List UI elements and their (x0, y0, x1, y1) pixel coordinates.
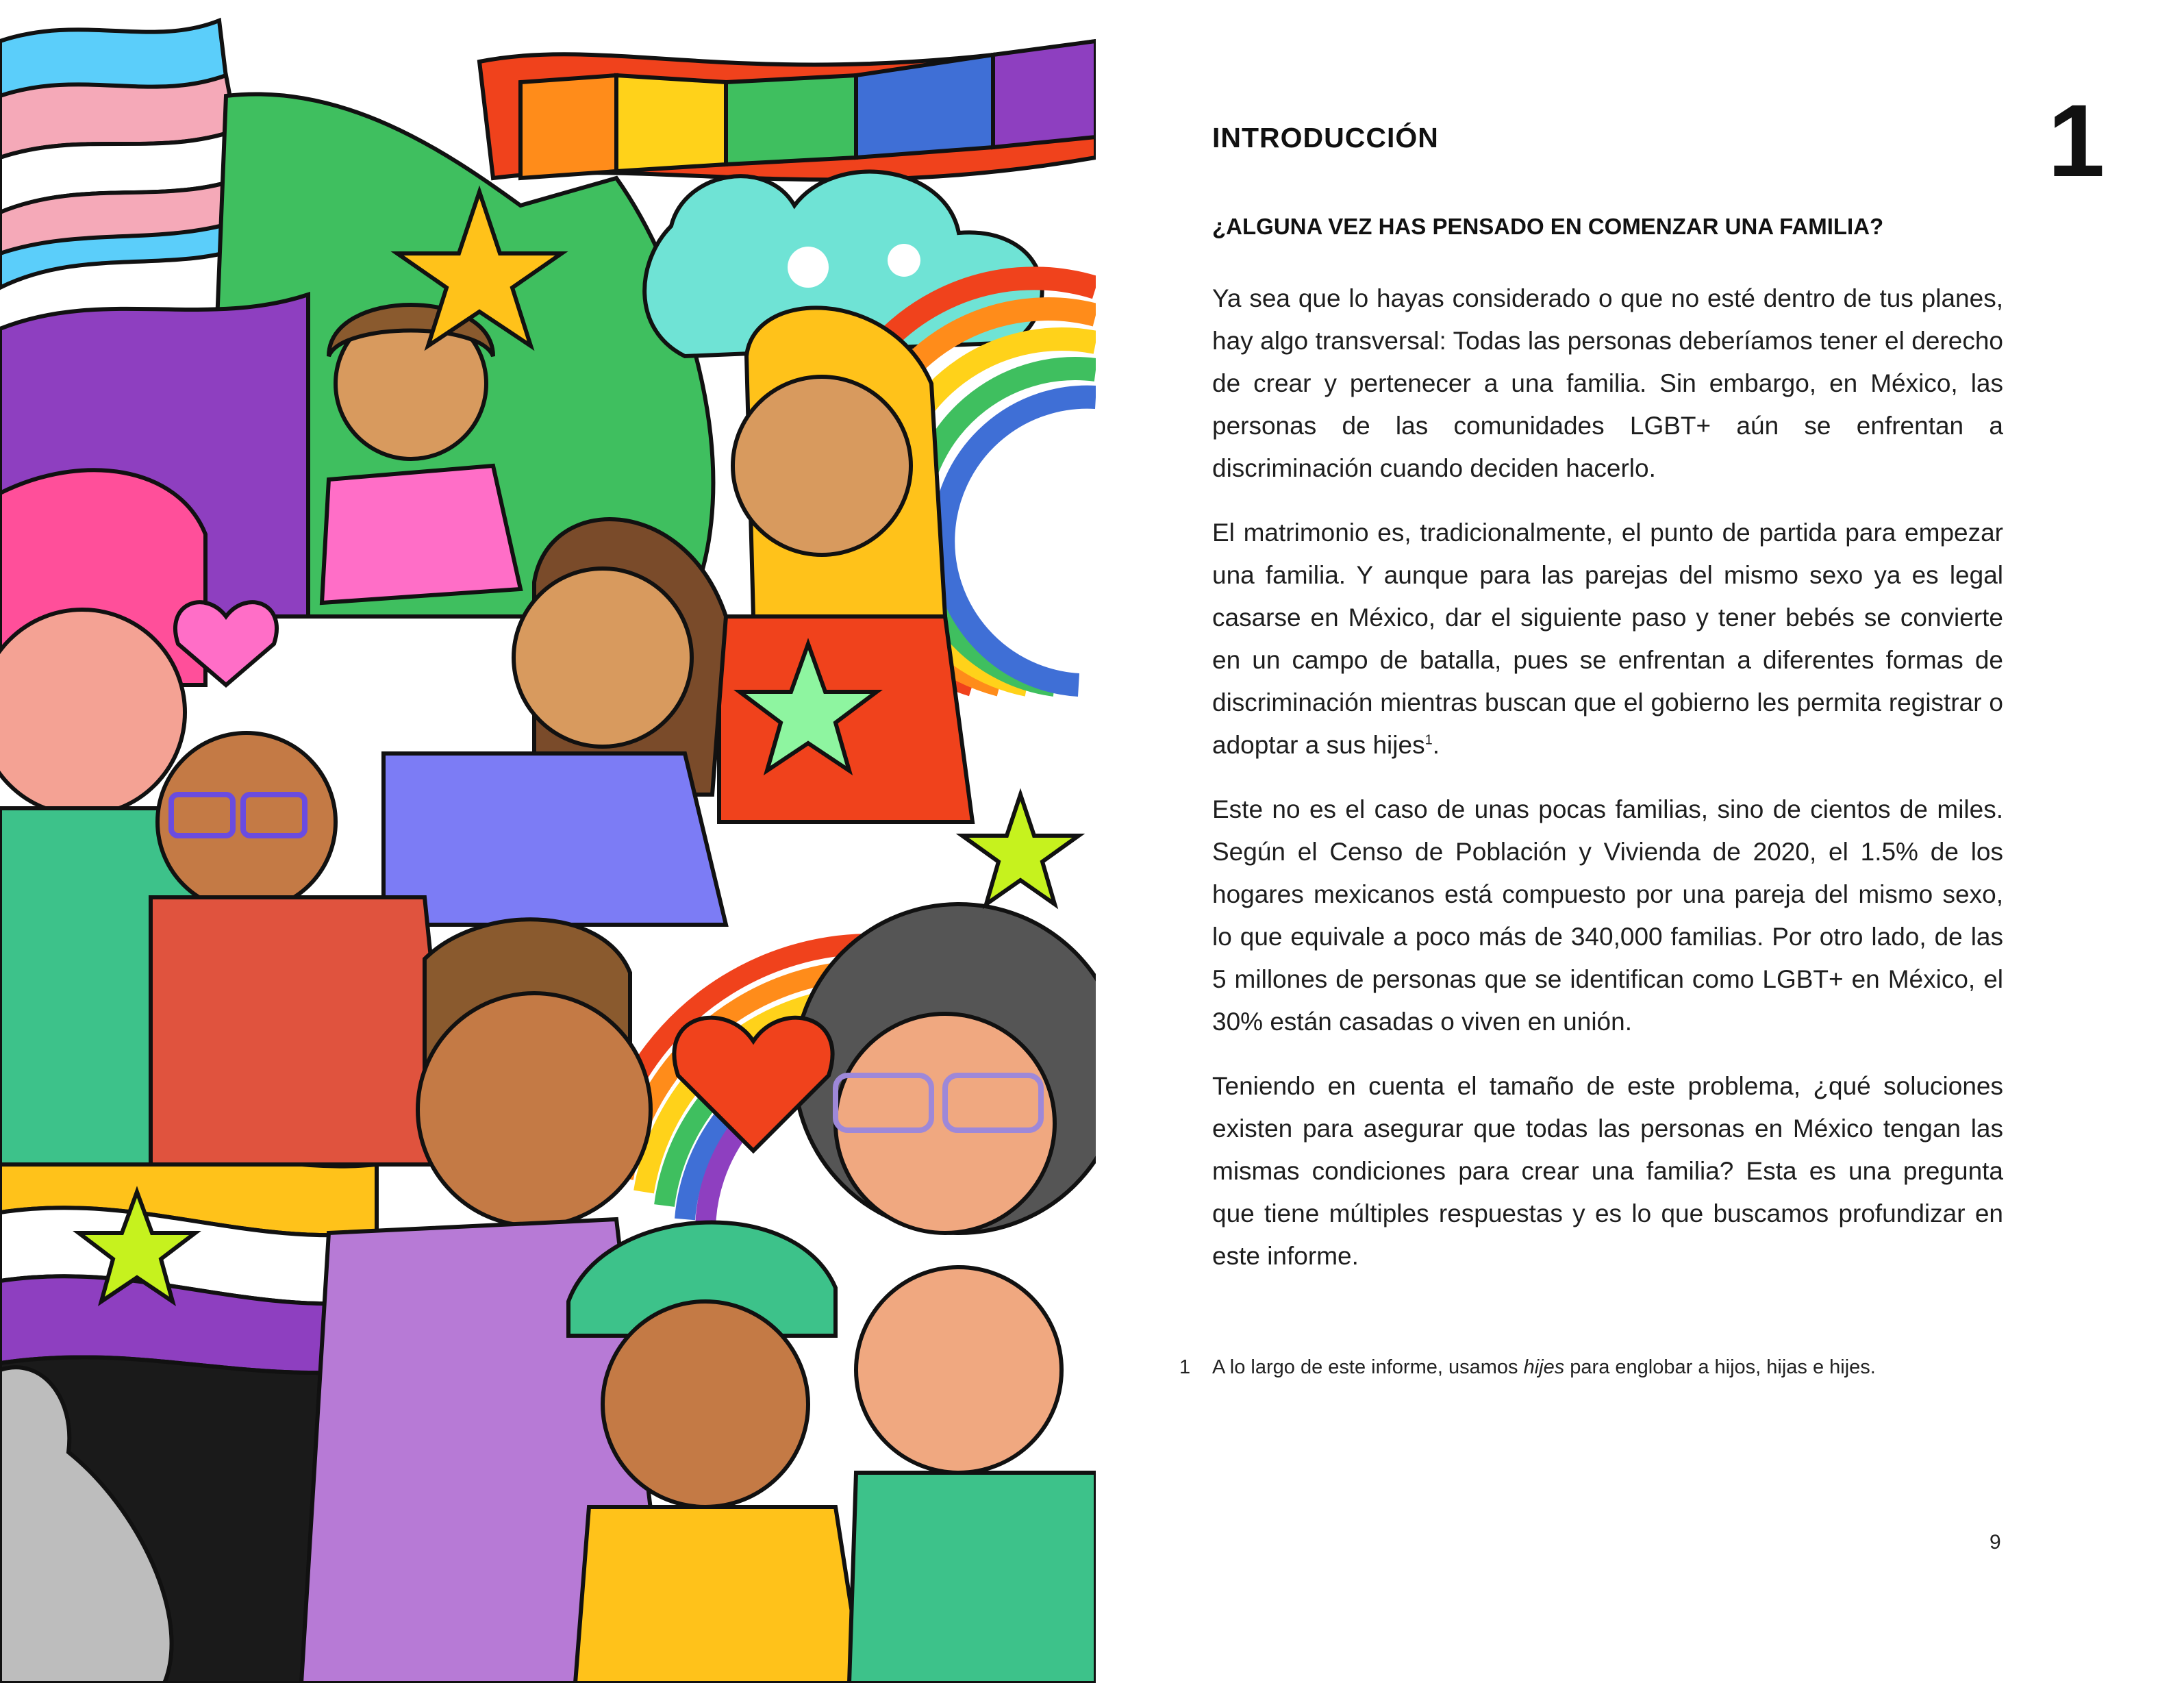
curly-hair-figure (794, 904, 1096, 1233)
paragraph-1: Ya sea que lo hayas considerado o que no esté dentro de tus planes, hay algo transversal: Todas las personas deberíamos tener el derecho de crear y pertenecer a una familia. Sin embargo, en México, las personas de las comunidades LGBT+ aún se enfrentan a discriminación cuando deciden hacerlo. (1212, 284, 2003, 482)
footnote-number: 1 (1179, 1356, 1191, 1378)
paragraph-2 (1212, 512, 2003, 766)
chapter-number: 1 (2048, 83, 2105, 198)
page-number: 9 (1990, 1531, 2001, 1554)
trans-flag (0, 21, 247, 288)
section-title: INTRODUCCIÓN (1212, 122, 1439, 153)
footnote-emphasis: hijes (1523, 1356, 1565, 1378)
question-heading: ¿ALGUNA VEZ HAS PENSADO EN COMENZAR UNA FAMILIA? (1212, 214, 1884, 239)
paragraph-4: Teniendo en cuenta el tamaño de este problema, ¿qué soluciones existen para asegurar que todas las personas en México tengan las mismas condiciones para crear una familia? Esta es una pregunta que tiene múltiples respuestas y es lo que buscamos profundizar en este informe. (1212, 1072, 2003, 1270)
footnote (1179, 1356, 2035, 1379)
footnote-text-after: para englobar a hijos, hijas e hijes. (1564, 1356, 1876, 1378)
footnote-text-before: A lo largo de este informe, usamos (1212, 1356, 1524, 1378)
paragraph-2-text: El matrimonio es, tradicionalmente, el punto de partida para empezar una familia. Y aunque para las parejas del mismo sexo ya es legal casarse en México, dar el siguiente paso y tener bebés se convierte en un campo de batalla, pues se enfrentan a diferentes formas de discriminación mientras buscan que el gobierno les permita registrar o adoptar a sus hijes (1212, 519, 2003, 759)
paragraph-2-end: . (1432, 731, 1440, 759)
body-text (1212, 277, 2003, 1299)
paragraph-3: Este no es el caso de unas pocas familias, sino de cientos de miles. Según el Censo de Población y Vivienda de 2020, el 1.5% de los hogares mexicanos está compuesto por una pareja del mismo sexo, lo que equivale a poco más de 340,000 familias. Por otro lado, de las 5 millones de personas que se identifican como LGBT+ en México, el 30% están casadas o viven en unión. (1212, 795, 2003, 1036)
footnote-reference[interactable]: 1 (1424, 732, 1433, 748)
